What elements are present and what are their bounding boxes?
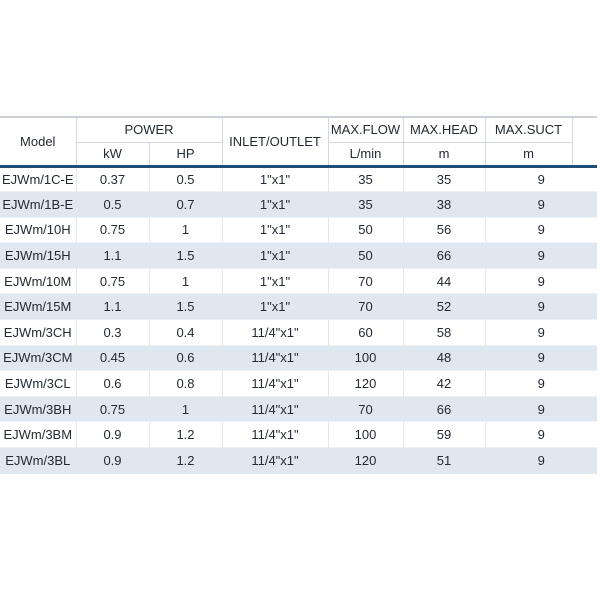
cell-max-head: 58	[403, 320, 485, 346]
header-max-flow: MAX.FLOW	[328, 117, 403, 142]
cell-kw: 0.75	[76, 396, 149, 422]
cell-max-head: 52	[403, 294, 485, 320]
cell-model: EJWm/1C-E	[0, 166, 76, 192]
cell-kw: 1.1	[76, 294, 149, 320]
cell-max-suct: 9	[485, 371, 597, 397]
cell-max-suct: 9	[485, 192, 597, 218]
cell-inlet-outlet: 1"x1"	[222, 294, 328, 320]
cell-inlet-outlet: 1"x1"	[222, 192, 328, 218]
cell-inlet-outlet: 11/4"x1"	[222, 448, 328, 474]
cell-kw: 0.75	[76, 268, 149, 294]
cell-max-suct: 9	[485, 320, 597, 346]
header-power: POWER	[76, 117, 222, 142]
cell-model: EJWm/10M	[0, 268, 76, 294]
cell-model: EJWm/3CH	[0, 320, 76, 346]
table-row	[0, 217, 597, 243]
cell-max-suct: 9	[485, 268, 597, 294]
header-max-head: MAX.HEAD	[403, 117, 485, 142]
cell-hp: 0.8	[149, 371, 222, 397]
header-spacer-cell	[572, 117, 597, 166]
cell-max-head: 42	[403, 371, 485, 397]
cell-hp: 1	[149, 268, 222, 294]
cell-max-suct: 9	[485, 422, 597, 448]
cell-kw: 0.37	[76, 166, 149, 192]
cell-max-flow: 60	[328, 320, 403, 346]
cell-max-flow: 100	[328, 345, 403, 371]
cell-inlet-outlet: 11/4"x1"	[222, 371, 328, 397]
cell-hp: 1	[149, 217, 222, 243]
cell-inlet-outlet: 11/4"x1"	[222, 396, 328, 422]
table-header	[0, 117, 597, 166]
header-unit-max-suct: m	[485, 142, 572, 166]
cell-hp: 1	[149, 396, 222, 422]
header-inlet-outlet: INLET/OUTLET	[222, 117, 328, 166]
cell-inlet-outlet: 1"x1"	[222, 217, 328, 243]
cell-model: EJWm/10H	[0, 217, 76, 243]
cell-max-head: 66	[403, 243, 485, 269]
table-row	[0, 422, 597, 448]
cell-inlet-outlet: 1"x1"	[222, 243, 328, 269]
cell-hp: 1.2	[149, 448, 222, 474]
table-row	[0, 243, 597, 269]
cell-kw: 0.45	[76, 345, 149, 371]
cell-kw: 0.9	[76, 422, 149, 448]
cell-max-suct: 9	[485, 396, 597, 422]
cell-max-flow: 35	[328, 166, 403, 192]
cell-max-flow: 35	[328, 192, 403, 218]
table-row	[0, 448, 597, 474]
cell-max-head: 66	[403, 396, 485, 422]
cell-hp: 0.6	[149, 345, 222, 371]
cell-inlet-outlet: 1"x1"	[222, 268, 328, 294]
cell-inlet-outlet: 11/4"x1"	[222, 422, 328, 448]
cell-inlet-outlet: 1"x1"	[222, 166, 328, 192]
cell-max-suct: 9	[485, 166, 597, 192]
cell-max-head: 51	[403, 448, 485, 474]
cell-hp: 1.5	[149, 243, 222, 269]
cell-max-flow: 50	[328, 217, 403, 243]
table-row	[0, 166, 597, 192]
table-row	[0, 396, 597, 422]
cell-hp: 0.7	[149, 192, 222, 218]
cell-model: EJWm/3BH	[0, 396, 76, 422]
cell-kw: 1.1	[76, 243, 149, 269]
cell-max-head: 44	[403, 268, 485, 294]
cell-max-flow: 70	[328, 396, 403, 422]
header-unit-max-head: m	[403, 142, 485, 166]
cell-max-head: 48	[403, 345, 485, 371]
cell-inlet-outlet: 11/4"x1"	[222, 320, 328, 346]
header-row-1	[0, 117, 597, 142]
cell-model: EJWm/3BM	[0, 422, 76, 448]
cell-hp: 0.4	[149, 320, 222, 346]
cell-model: EJWm/1B-E	[0, 192, 76, 218]
cell-kw: 0.5	[76, 192, 149, 218]
table-row	[0, 192, 597, 218]
cell-model: EJWm/15H	[0, 243, 76, 269]
cell-max-suct: 9	[485, 243, 597, 269]
cell-inlet-outlet: 11/4"x1"	[222, 345, 328, 371]
cell-max-head: 35	[403, 166, 485, 192]
cell-max-head: 56	[403, 217, 485, 243]
cell-max-suct: 9	[485, 217, 597, 243]
cell-model: EJWm/15M	[0, 294, 76, 320]
cell-max-flow: 70	[328, 268, 403, 294]
table-row	[0, 294, 597, 320]
cell-max-suct: 9	[485, 448, 597, 474]
cell-kw: 0.6	[76, 371, 149, 397]
cell-hp: 1.5	[149, 294, 222, 320]
cell-model: EJWm/3BL	[0, 448, 76, 474]
table-row	[0, 371, 597, 397]
cell-hp: 0.5	[149, 166, 222, 192]
header-unit-max-flow: L/min	[328, 142, 403, 166]
cell-max-suct: 9	[485, 294, 597, 320]
cell-hp: 1.2	[149, 422, 222, 448]
table-row	[0, 320, 597, 346]
cell-max-suct: 9	[485, 345, 597, 371]
header-unit-kw: kW	[76, 142, 149, 166]
cell-max-flow: 70	[328, 294, 403, 320]
table-row	[0, 268, 597, 294]
cell-max-flow: 120	[328, 448, 403, 474]
spec-table-body	[0, 166, 597, 473]
cell-kw: 0.3	[76, 320, 149, 346]
header-max-suct: MAX.SUCT	[485, 117, 572, 142]
table-row	[0, 345, 597, 371]
cell-max-flow: 120	[328, 371, 403, 397]
cell-kw: 0.9	[76, 448, 149, 474]
cell-max-head: 38	[403, 192, 485, 218]
header-model: Model	[0, 117, 76, 166]
cell-max-flow: 100	[328, 422, 403, 448]
cell-max-flow: 50	[328, 243, 403, 269]
cell-kw: 0.75	[76, 217, 149, 243]
cell-max-head: 59	[403, 422, 485, 448]
cell-model: EJWm/3CL	[0, 371, 76, 397]
spec-table	[0, 116, 597, 474]
cell-model: EJWm/3CM	[0, 345, 76, 371]
header-unit-hp: HP	[149, 142, 222, 166]
